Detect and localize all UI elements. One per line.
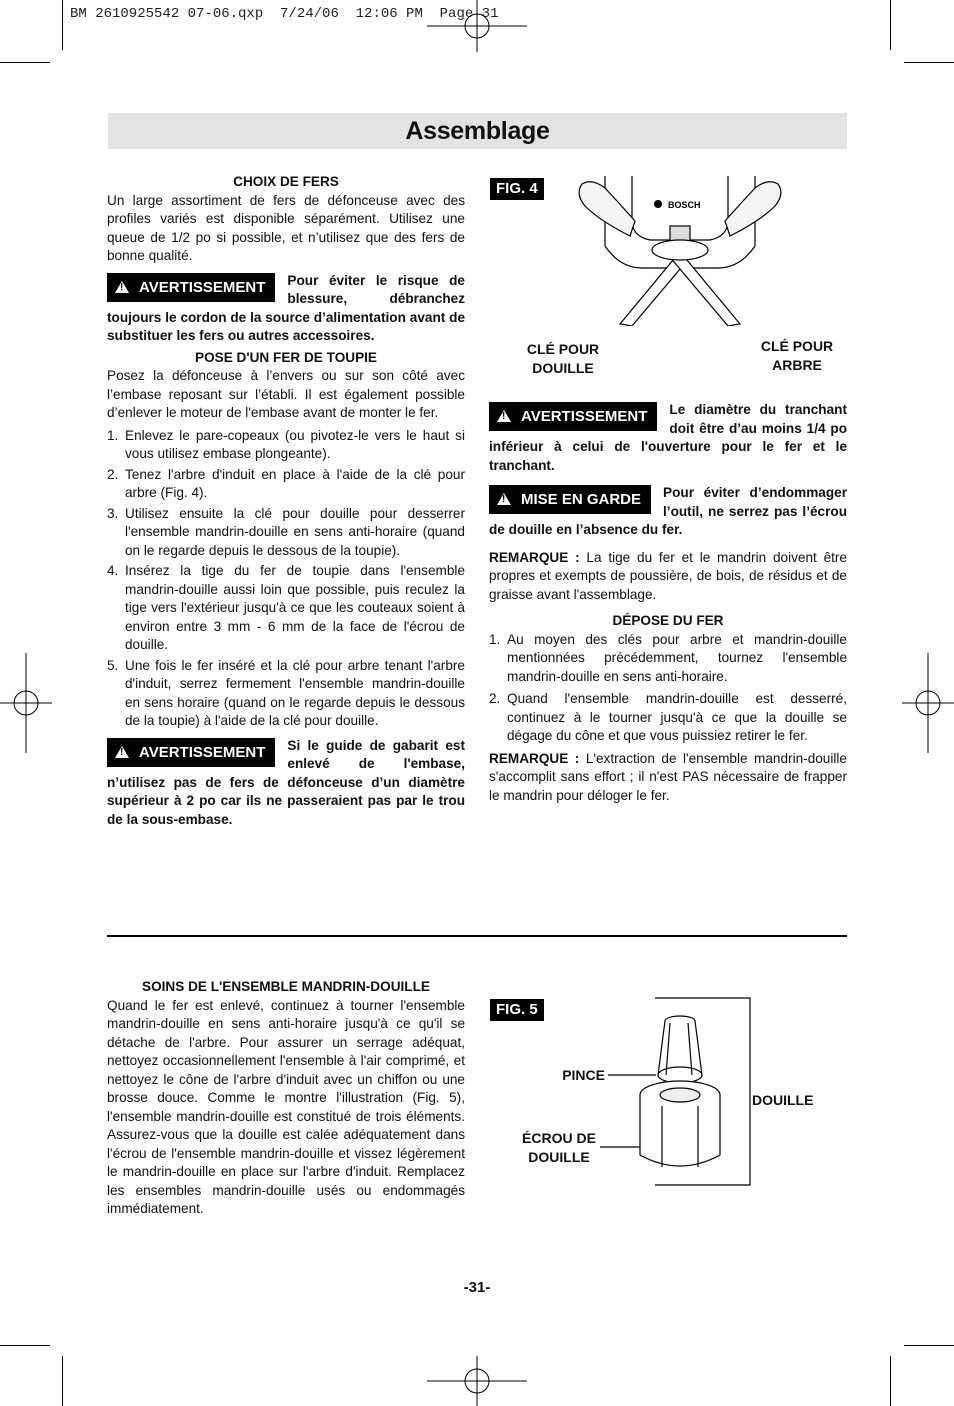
paragraph-choix: Un large assortiment de fers de défonceuse avec des profiles variés est disponible séparément. Utilisez une queue de 1/2 po si possible, et n’utilisez que des fers de bonne qualité. [107, 192, 465, 263]
warning-triangle-icon [115, 746, 129, 758]
list-item: 2. Tenez l'arbre d'induit en place à l'aide de la clé pour arbre (Fig. 4). [107, 466, 465, 500]
fig5-label-douille: DOUILLE [752, 1092, 814, 1108]
caution-label: !MISE EN GARDE [489, 485, 651, 514]
fig5-tag: FIG. 5 [490, 999, 544, 1021]
steps-list-depose [489, 631, 847, 746]
warning-text: Si le guide de gabarit est enlevé de l'embase, n’utilisez pas de fers de défonceuse d’un diamètre supérieur à 2 po car ils ne passeraient pas par le trou de la sous-embase. [107, 737, 465, 827]
heading-depose: DÉPOSE DU FER [612, 613, 724, 628]
warning-label: !AVERTISSEMENT [107, 738, 275, 767]
page-title: Assemblage [108, 113, 847, 149]
fig4-label-cle-douille: CLÉ POUR DOUILLE [526, 341, 600, 376]
list-item: 3. Utilisez ensuite la clé pour douille pour desserrer l'ensemble mandrin-douille en sens anti-horaire (quand on le regarde depuis le dessous de la toupie). [107, 505, 465, 558]
fig5-label-pince: PINCE [562, 1067, 605, 1083]
paragraph-pose: Posez la défonceuse à l’envers ou sur son côté avec l’embase reposant sur l’établi. Il est également possible d’enlever le moteur de l'embase avant de monter le fer. [107, 368, 465, 420]
warning-block-3 [489, 401, 847, 475]
warning-block-2 [107, 737, 465, 830]
caution-text: Pour éviter d’endommager l’outil, ne serrez pas l’écrou de douille en l’absence du fer. [489, 485, 847, 537]
warning-label: !AVERTISSEMENT [107, 273, 275, 302]
heading-pose: POSE D'UN FER DE TOUPIE [195, 349, 377, 365]
list-item: 1. Au moyen des clés pour arbre et mandrin-douille mentionnées précédemment, tournez l'ensemble mandrin-douille en sens anti-horaire. [489, 631, 847, 684]
note-1: REMARQUE : La tige du fer et le mandrin doivent être propres et exempts de poussière, de bois, de résidus et de graisse avant l'assemblage. [489, 549, 847, 602]
list-item: 4. Insérez la tige du fer de toupie dans l'ensemble mandrin-douille aussi loin que possible, puis reculez la tige vers l'extérieur jusqu'à ce que les couteaux soient à environ entre 3 mm - 6 mm de la face de l'écrou de douille. [107, 563, 465, 652]
warning-label: !AVERTISSEMENT [489, 402, 657, 431]
print-slug: BM 2610925542 07-06.qxp 7/24/06 12:06 PM Page 31 [70, 6, 499, 22]
warning-triangle-icon [115, 281, 129, 293]
warning-block [107, 272, 465, 346]
warning-text: Pour éviter le risque de blessure, débranchez toujours le cordon de la source d’alimentation avant de substituer les fers ou autres accessoires. [107, 272, 465, 343]
note-2: REMARQUE : L'extraction de l'ensemble mandrin-douille s'accomplit sans effort ; il n'est PAS nécessaire de frapper le mandrin pour déloger le fer. [489, 750, 847, 803]
heading-soins: SOINS DE L'ENSEMBLE MANDRIN-DOUILLE [142, 979, 430, 994]
fig5-label-ecrou: ÉCROU DE DOUILLE [522, 1130, 596, 1165]
section-divider [107, 935, 847, 937]
bottom-left-column [107, 978, 465, 1219]
fig4-label-cle-arbre: CLÉ POUR ARBRE [760, 338, 834, 373]
paragraph-soins: Quand le fer est enlevé, continuez à tourner l'ensemble mandrin-douille en sens anti-horaire jusqu'à ce qu'il se détache de l'arbre. Pour assurer un serrage adéquat, nettoyez occasionnellement l'ensemble à l'air comprimé, et nettoyez le cône de l'arbre d'induit avec un chiffon ou une brosse douce. Comme le montre l'illustration (Fig. 5), l'ensemble mandrin-douille est constitué de trois éléments. Assurez-vous que la douille est calée adéquatement dans l'écrou de l'ensemble mandrin-douille et vissez légèrement le mandrin-douille en place sur l'arbre d'induit. Remplacez les ensembles mandrin-douille usés ou endommagés immédiatement. [107, 997, 465, 1216]
steps-list-pose [107, 427, 465, 731]
brand-logo: BOSCH [668, 200, 701, 210]
fig4-router-wrench-illustration [560, 176, 800, 326]
page-number: -31- [463, 1279, 491, 1296]
right-column [489, 401, 847, 805]
left-column [107, 173, 465, 829]
warning-text: Le diamètre du tranchant doit être d’au moins 1/4 po inférieur à celui de l'ouverture pour le fer et le tranchant. [489, 402, 847, 473]
warning-triangle-icon [497, 410, 511, 422]
heading-choix-de-fers: CHOIX DE FERS [233, 174, 339, 189]
warning-triangle-icon [497, 493, 511, 505]
fig4-tag: FIG. 4 [490, 178, 544, 200]
list-item: 1. Enlevez le pare-copeaux (ou pivotez-le vers le haut si vous utilisez embase plongeante). [107, 427, 465, 461]
list-item: 5. Une fois le fer inséré et la clé pour arbre tenant l'arbre d'induit, serrez fermement l'ensemble mandrin-douille en sens horaire (quand on le regarde depuis le dessous de la toupie) à l'aide de la clé pour douille. [107, 657, 465, 728]
list-item: 2. Quand l'ensemble mandrin-douille est desserré, continuez à le tourner jusqu'à ce que la douille se dégage du cône et que vous puissiez retirer le fer. [489, 691, 847, 743]
caution-block [489, 484, 847, 540]
fig5-collet-nut-illustration [600, 995, 760, 1190]
